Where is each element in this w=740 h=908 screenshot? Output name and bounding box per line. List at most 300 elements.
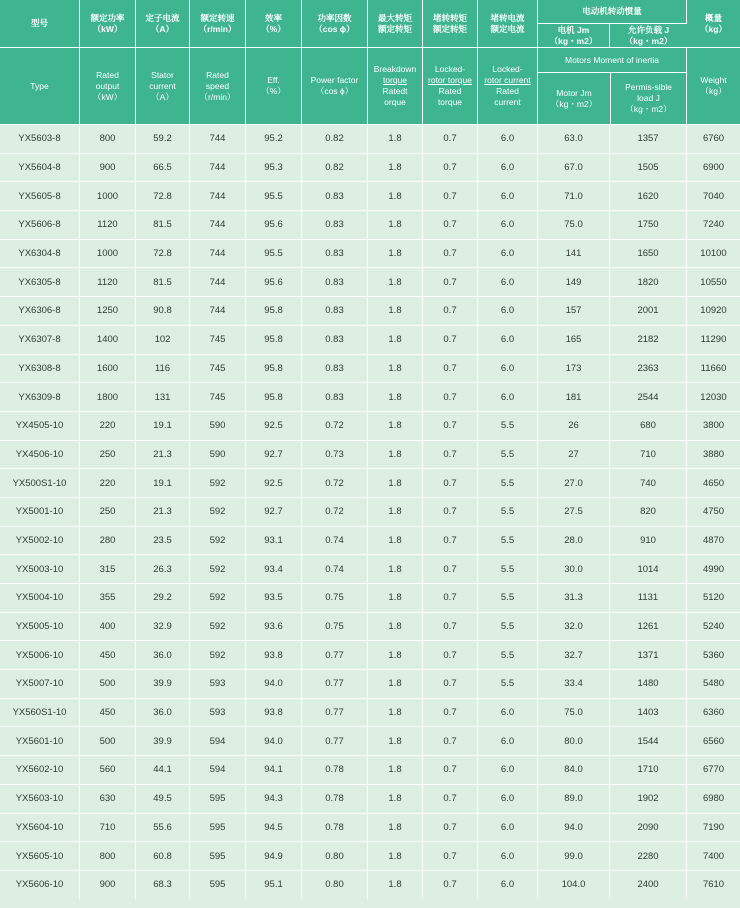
header-inertia-zh: 电动机转动惯量	[538, 0, 687, 24]
cell-rated-output: 1800	[80, 383, 136, 412]
cell-locked-rotor-current: 5.5	[478, 469, 538, 498]
cell-motor-jm: 173	[538, 355, 610, 384]
cell-weight: 4870	[687, 527, 740, 556]
cell-rated-speed: 745	[190, 326, 246, 355]
cell-rated-speed: 593	[190, 699, 246, 728]
cell-locked-rotor-torque: 0.7	[423, 355, 478, 384]
cell-rated-output: 250	[80, 441, 136, 470]
cell-weight: 4650	[687, 469, 740, 498]
cell-power-factor: 0.83	[302, 240, 368, 269]
cell-rated-output: 800	[80, 842, 136, 871]
cell-motor-jm: 84.0	[538, 756, 610, 785]
cell-type: YX5004-10	[0, 584, 80, 613]
cell-locked-rotor-current: 6.0	[478, 383, 538, 412]
cell-type: YX5603-8	[0, 125, 80, 154]
cell-rated-output: 900	[80, 154, 136, 183]
header-weight-en: Weight （kg）	[687, 48, 740, 125]
cell-rated-output: 450	[80, 699, 136, 728]
cell-breakdown-torque: 1.8	[368, 211, 423, 240]
cell-motor-jm: 157	[538, 297, 610, 326]
cell-motor-jm: 27.5	[538, 498, 610, 527]
cell-type: YX500S1-10	[0, 469, 80, 498]
cell-type: YX560S1-10	[0, 699, 80, 728]
cell-rated-speed: 592	[190, 641, 246, 670]
cell-stator-current: 36.0	[136, 699, 190, 728]
cell-motor-jm: 27	[538, 441, 610, 470]
cell-motor-jm: 89.0	[538, 785, 610, 814]
cell-locked-rotor-torque: 0.7	[423, 412, 478, 441]
cell-rated-speed: 592	[190, 613, 246, 642]
cell-locked-rotor-torque: 0.7	[423, 154, 478, 183]
cell-stator-current: 72.8	[136, 182, 190, 211]
cell-type: YX5003-10	[0, 555, 80, 584]
cell-weight: 5360	[687, 641, 740, 670]
cell-rated-speed: 592	[190, 527, 246, 556]
cell-locked-rotor-current: 6.0	[478, 756, 538, 785]
cell-stator-current: 39.9	[136, 727, 190, 756]
cell-power-factor: 0.72	[302, 498, 368, 527]
cell-type: YX6306-8	[0, 297, 80, 326]
table-row	[0, 383, 740, 412]
table-row	[0, 412, 740, 441]
cell-rated-output: 1120	[80, 211, 136, 240]
cell-power-factor: 0.77	[302, 727, 368, 756]
cell-permissible-load-j: 2182	[610, 326, 687, 355]
cell-rated-output: 220	[80, 412, 136, 441]
cell-rated-speed: 745	[190, 355, 246, 384]
cell-stator-current: 81.5	[136, 211, 190, 240]
cell-locked-rotor-torque: 0.7	[423, 441, 478, 470]
cell-efficiency: 94.0	[246, 670, 302, 699]
cell-power-factor: 0.82	[302, 125, 368, 154]
cell-rated-speed: 744	[190, 125, 246, 154]
cell-breakdown-torque: 1.8	[368, 125, 423, 154]
cell-motor-jm: 104.0	[538, 871, 610, 899]
cell-locked-rotor-current: 5.5	[478, 527, 538, 556]
cell-locked-rotor-current: 6.0	[478, 211, 538, 240]
cell-locked-rotor-torque: 0.7	[423, 670, 478, 699]
cell-type: YX5001-10	[0, 498, 80, 527]
cell-breakdown-torque: 1.8	[368, 268, 423, 297]
cell-efficiency: 93.4	[246, 555, 302, 584]
cell-type: YX5606-10	[0, 871, 80, 899]
cell-stator-current: 21.3	[136, 441, 190, 470]
cell-locked-rotor-torque: 0.7	[423, 125, 478, 154]
cell-locked-rotor-torque: 0.7	[423, 527, 478, 556]
cell-rated-speed: 744	[190, 297, 246, 326]
cell-efficiency: 93.8	[246, 641, 302, 670]
cell-efficiency: 94.1	[246, 756, 302, 785]
header-rated-output-zh: 额定功率 （kW）	[80, 0, 136, 48]
cell-rated-speed: 595	[190, 785, 246, 814]
cell-stator-current: 72.8	[136, 240, 190, 269]
cell-weight: 3880	[687, 441, 740, 470]
cell-locked-rotor-torque: 0.7	[423, 814, 478, 843]
cell-locked-rotor-torque: 0.7	[423, 641, 478, 670]
cell-efficiency: 93.6	[246, 613, 302, 642]
header-weight-zh: 概量 （kg）	[687, 0, 740, 48]
cell-locked-rotor-current: 6.0	[478, 814, 538, 843]
cell-permissible-load-j: 1620	[610, 182, 687, 211]
header-locked-current-zh: 堵转电流 额定电流	[478, 0, 538, 48]
cell-weight: 4750	[687, 498, 740, 527]
cell-breakdown-torque: 1.8	[368, 555, 423, 584]
cell-rated-speed: 744	[190, 154, 246, 183]
cell-power-factor: 0.82	[302, 154, 368, 183]
cell-breakdown-torque: 1.8	[368, 412, 423, 441]
cell-weight: 7240	[687, 211, 740, 240]
cell-power-factor: 0.74	[302, 527, 368, 556]
header-eff-zh: 效率 （%）	[246, 0, 302, 48]
cell-weight: 7400	[687, 842, 740, 871]
cell-weight: 7610	[702, 879, 725, 891]
cell-type: YX5606-8	[0, 211, 80, 240]
cell-rated-output: 1600	[80, 355, 136, 384]
cell-rated-speed: 592	[190, 498, 246, 527]
cell-breakdown-torque: 1.8	[368, 154, 423, 183]
cell-rated-output: 1000	[80, 240, 136, 269]
cell-breakdown-torque: 1.8	[368, 641, 423, 670]
cell-motor-jm: 27.0	[538, 469, 610, 498]
cell-weight: 5480	[687, 670, 740, 699]
cell-rated-output: 1250	[80, 297, 136, 326]
table-row	[0, 727, 740, 756]
cell-locked-rotor-current: 6.0	[478, 297, 538, 326]
cell-type: YX5605-8	[0, 182, 80, 211]
table-row	[0, 297, 740, 326]
cell-locked-rotor-torque: 0.7	[423, 756, 478, 785]
table-row	[0, 268, 740, 297]
table-row	[0, 527, 740, 556]
cell-motor-jm: 32.0	[538, 613, 610, 642]
cell-rated-output: 710	[80, 814, 136, 843]
cell-rated-speed: 590	[190, 412, 246, 441]
cell-efficiency: 92.5	[246, 412, 302, 441]
table-row	[0, 641, 740, 670]
cell-breakdown-torque: 1.8	[368, 441, 423, 470]
cell-weight: 12030	[687, 383, 740, 412]
cell-breakdown-torque: 1.8	[368, 498, 423, 527]
cell-permissible-load-j: 1650	[610, 240, 687, 269]
cell-stator-current: 39.9	[136, 670, 190, 699]
header-power-factor-en: Power factor （cos ϕ）	[302, 48, 368, 125]
cell-power-factor: 0.83	[302, 326, 368, 355]
cell-weight: 10550	[687, 268, 740, 297]
cell-breakdown-torque: 1.8	[368, 355, 423, 384]
header-power-factor-zh: 功率因数 （cos ϕ）	[302, 0, 368, 48]
header-breakdown-en: Breakdown torque Ratedt orque	[368, 48, 423, 125]
cell-type: YX4505-10	[0, 412, 80, 441]
cell-rated-speed: 744	[190, 182, 246, 211]
cell-locked-rotor-torque: 0.7	[423, 297, 478, 326]
cell-rated-speed: 592	[190, 555, 246, 584]
cell-motor-jm: 94.0	[538, 814, 610, 843]
cell-power-factor: 0.83	[302, 268, 368, 297]
cell-locked-rotor-current: 5.5	[478, 498, 538, 527]
cell-stator-current: 116	[136, 355, 190, 384]
cell-permissible-load-j: 910	[610, 527, 687, 556]
cell-breakdown-torque: 1.8	[368, 527, 423, 556]
cell-stator-current: 59.2	[136, 125, 190, 154]
cell-motor-jm: 75.0	[538, 699, 610, 728]
cell-type: YX5602-10	[0, 756, 80, 785]
cell-motor-jm: 99.0	[538, 842, 610, 871]
cell-power-factor: 0.83	[302, 297, 368, 326]
table-row	[0, 154, 740, 183]
cell-stator-current: 90.8	[136, 297, 190, 326]
cell-power-factor: 0.75	[302, 584, 368, 613]
cell-locked-rotor-current: 6.0	[478, 355, 538, 384]
table-row	[0, 842, 740, 871]
cell-locked-rotor-current: 6.0	[478, 182, 538, 211]
cell-rated-output: 500	[80, 670, 136, 699]
cell-stator-current: 68.3	[136, 871, 190, 899]
cell-rated-output: 250	[80, 498, 136, 527]
cell-efficiency: 95.6	[246, 268, 302, 297]
cell-motor-jm: 181	[538, 383, 610, 412]
cell-efficiency: 95.5	[246, 240, 302, 269]
cell-efficiency: 93.1	[246, 527, 302, 556]
cell-breakdown-torque: 1.8	[368, 756, 423, 785]
cell-permissible-load-j: 1371	[610, 641, 687, 670]
cell-locked-rotor-current: 5.5	[478, 555, 538, 584]
cell-rated-output: 220	[80, 469, 136, 498]
cell-stator-current: 19.1	[136, 412, 190, 441]
header-type-en: Type	[0, 48, 80, 125]
cell-stator-current: 19.1	[136, 469, 190, 498]
cell-breakdown-torque: 1.8	[368, 326, 423, 355]
cell-breakdown-torque: 1.8	[368, 297, 423, 326]
cell-locked-rotor-current: 6.0	[478, 842, 538, 871]
cell-permissible-load-j: 1131	[610, 584, 687, 613]
cell-efficiency: 92.7	[246, 441, 302, 470]
cell-breakdown-torque: 1.8	[368, 383, 423, 412]
table-row	[0, 326, 740, 355]
cell-rated-output: 1400	[80, 326, 136, 355]
cell-locked-rotor-torque: 0.7	[423, 785, 478, 814]
cell-permissible-load-j: 1505	[610, 154, 687, 183]
cell-locked-rotor-current: 6.0	[478, 871, 538, 899]
cell-permissible-load-j: 1261	[610, 613, 687, 642]
cell-type: YX6307-8	[0, 326, 80, 355]
header-locked-torque-en: Locked- rotor torque Rated torque	[423, 48, 478, 125]
cell-locked-rotor-current: 5.5	[478, 613, 538, 642]
cell-power-factor: 0.72	[302, 469, 368, 498]
cell-weight: 7040	[687, 182, 740, 211]
cell-power-factor: 0.73	[302, 441, 368, 470]
cell-efficiency: 93.8	[246, 699, 302, 728]
cell-breakdown-torque: 1.8	[368, 613, 423, 642]
cell-rated-speed: 594	[190, 727, 246, 756]
cell-rated-speed: 744	[190, 268, 246, 297]
header-stator-current-zh: 定子电流 （A）	[136, 0, 190, 48]
cell-weight: 6760	[687, 125, 740, 154]
cell-locked-rotor-torque: 0.7	[423, 326, 478, 355]
cell-stator-current: 102	[136, 326, 190, 355]
table-row	[0, 355, 740, 384]
cell-permissible-load-j: 1357	[610, 125, 687, 154]
cell-weight: 10100	[687, 240, 740, 269]
cell-weight: 6560	[687, 727, 740, 756]
cell-permissible-load-j: 740	[610, 469, 687, 498]
cell-permissible-load-j: 680	[610, 412, 687, 441]
cell-stator-current: 49.5	[136, 785, 190, 814]
cell-motor-jm: 75.0	[538, 211, 610, 240]
cell-permissible-load-j: 2400	[610, 871, 687, 899]
cell-locked-rotor-torque: 0.7	[423, 211, 478, 240]
table-row	[0, 211, 740, 240]
cell-rated-output: 900	[80, 871, 136, 899]
cell-efficiency: 95.8	[246, 355, 302, 384]
cell-permissible-load-j: 2280	[610, 842, 687, 871]
cell-weight: 5240	[687, 613, 740, 642]
cell-locked-rotor-current: 6.0	[478, 125, 538, 154]
table-row	[0, 613, 740, 642]
cell-power-factor: 0.78	[302, 785, 368, 814]
cell-type: YX5605-10	[0, 842, 80, 871]
table-row	[0, 699, 740, 728]
cell-efficiency: 93.5	[246, 584, 302, 613]
cell-stator-current: 81.5	[136, 268, 190, 297]
cell-locked-rotor-torque: 0.7	[423, 842, 478, 871]
cell-rated-speed: 592	[190, 469, 246, 498]
table-header	[0, 0, 740, 125]
table-row	[0, 670, 740, 699]
cell-motor-jm: 71.0	[538, 182, 610, 211]
header-rated-speed-zh: 额定转速 （r/min）	[190, 0, 246, 48]
cell-locked-rotor-torque: 0.7	[423, 871, 478, 899]
header-breakdown-zh: 最大转矩 额定转矩	[368, 0, 423, 48]
cell-locked-rotor-current: 6.0	[478, 240, 538, 269]
cell-power-factor: 0.78	[302, 814, 368, 843]
cell-breakdown-torque: 1.8	[368, 699, 423, 728]
cell-motor-jm: 30.0	[538, 555, 610, 584]
cell-locked-rotor-current: 6.0	[478, 326, 538, 355]
cell-rated-output: 400	[80, 613, 136, 642]
cell-rated-output: 1120	[80, 268, 136, 297]
header-inertia-en	[538, 48, 687, 125]
cell-stator-current: 131	[136, 383, 190, 412]
cell-rated-output: 1000	[80, 182, 136, 211]
cell-type: YX5005-10	[0, 613, 80, 642]
cell-weight: 11290	[687, 326, 740, 355]
table-row	[0, 240, 740, 269]
cell-weight: 11660	[687, 355, 740, 384]
cell-rated-output: 280	[80, 527, 136, 556]
cell-locked-rotor-current: 5.5	[478, 584, 538, 613]
cell-type: YX6309-8	[0, 383, 80, 412]
table-row	[0, 125, 740, 154]
cell-weight: 6980	[687, 785, 740, 814]
cell-type: YX5007-10	[0, 670, 80, 699]
cell-breakdown-torque: 1.8	[368, 240, 423, 269]
cell-permissible-load-j: 1820	[610, 268, 687, 297]
cell-permissible-load-j: 1544	[610, 727, 687, 756]
cell-power-factor: 0.74	[302, 555, 368, 584]
cell-weight: 5120	[687, 584, 740, 613]
cell-stator-current: 21.3	[136, 498, 190, 527]
cell-breakdown-torque: 1.8	[368, 182, 423, 211]
cell-locked-rotor-torque: 0.7	[423, 555, 478, 584]
cell-efficiency: 94.9	[246, 842, 302, 871]
cell-efficiency: 94.5	[246, 814, 302, 843]
cell-locked-rotor-current: 6.0	[478, 785, 538, 814]
cell-weight: 3800	[687, 412, 740, 441]
cell-locked-rotor-torque: 0.7	[423, 699, 478, 728]
cell-motor-jm: 80.0	[538, 727, 610, 756]
cell-locked-rotor-torque: 0.7	[423, 613, 478, 642]
table-row	[0, 584, 740, 613]
table-row	[0, 441, 740, 470]
cell-stator-current: 44.1	[136, 756, 190, 785]
cell-locked-rotor-current: 6.0	[478, 268, 538, 297]
cell-rated-speed: 592	[190, 584, 246, 613]
cell-power-factor: 0.77	[302, 641, 368, 670]
cell-motor-jm: 31.3	[538, 584, 610, 613]
cell-type: YX6305-8	[0, 268, 80, 297]
table-row	[0, 756, 740, 785]
header-type-zh: 型号	[0, 0, 80, 48]
table-row	[0, 555, 740, 584]
cell-stator-current: 66.5	[136, 154, 190, 183]
cell-locked-rotor-current: 6.0	[478, 699, 538, 728]
cell-locked-rotor-torque: 0.7	[423, 727, 478, 756]
cell-efficiency: 95.1	[246, 871, 302, 899]
cell-motor-jm: 32.7	[538, 641, 610, 670]
cell-power-factor: 0.78	[302, 756, 368, 785]
header-inertia-en-label: Motors Moment of inertia	[538, 48, 686, 73]
cell-permissible-load-j: 1750	[610, 211, 687, 240]
cell-power-factor: 0.83	[302, 182, 368, 211]
cell-permissible-load-j: 2090	[610, 814, 687, 843]
cell-locked-rotor-current: 5.5	[478, 641, 538, 670]
cell-power-factor: 0.72	[302, 412, 368, 441]
cell-motor-jm: 33.4	[538, 670, 610, 699]
cell-breakdown-torque: 1.8	[368, 584, 423, 613]
cell-motor-jm: 165	[538, 326, 610, 355]
cell-rated-speed: 744	[190, 240, 246, 269]
cell-weight: 10920	[687, 297, 740, 326]
cell-efficiency: 95.5	[246, 182, 302, 211]
cell-rated-output: 315	[80, 555, 136, 584]
cell-locked-rotor-torque: 0.7	[423, 498, 478, 527]
cell-rated-speed: 595	[190, 842, 246, 871]
cell-motor-jm: 28.0	[538, 527, 610, 556]
header-permissible-en: Permis-sible load J （kg・m2）	[625, 82, 672, 114]
cell-stator-current: 23.5	[136, 527, 190, 556]
cell-locked-rotor-current: 6.0	[478, 727, 538, 756]
cell-rated-output: 450	[80, 641, 136, 670]
cell-motor-jm: 67.0	[538, 154, 610, 183]
cell-power-factor: 0.80	[302, 871, 368, 899]
header-rated-speed-en: Rated speed （r/min）	[190, 48, 246, 125]
cell-locked-rotor-current: 5.5	[478, 441, 538, 470]
cell-locked-rotor-torque: 0.7	[423, 584, 478, 613]
cell-efficiency: 95.8	[246, 383, 302, 412]
cell-permissible-load-j: 710	[610, 441, 687, 470]
cell-locked-rotor-current: 6.0	[478, 154, 538, 183]
header-motor-jm-zh: 电机 Jm （kg・m2）	[538, 24, 610, 48]
cell-efficiency: 94.3	[246, 785, 302, 814]
cell-efficiency: 95.8	[246, 326, 302, 355]
cell-weight: 6900	[687, 154, 740, 183]
header-stator-current-en: Stator current （A）	[136, 48, 190, 125]
cell-rated-speed: 595	[190, 814, 246, 843]
cell-rated-speed: 590	[190, 441, 246, 470]
cell-permissible-load-j: 1902	[610, 785, 687, 814]
cell-weight: 6770	[687, 756, 740, 785]
header-eff-en: Eff. （%）	[246, 48, 302, 125]
